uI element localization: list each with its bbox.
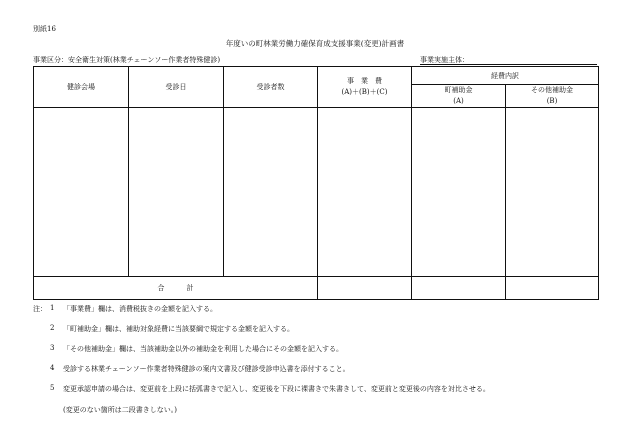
- total-town-subsidy-cell[interactable]: [412, 277, 506, 300]
- note-number: 3: [50, 344, 55, 352]
- note-text: 「その他補助金」欄は、当該補助金以外の補助金を利用した場合にその金額を記入する。: [63, 345, 343, 353]
- count-cell[interactable]: [224, 108, 318, 277]
- note-footnote: (変更のない箇所は二段書きしない。): [63, 406, 177, 414]
- breakdown-header: 経費内訳: [412, 67, 599, 85]
- date-header: 受診日: [129, 67, 224, 108]
- town-subsidy-header: [412, 85, 506, 108]
- table-row: [34, 108, 599, 277]
- project-cost-cell[interactable]: [318, 108, 412, 277]
- note-number: 2: [50, 324, 55, 332]
- total-label-2: 計: [186, 284, 194, 292]
- other-subsidy-mark: (B): [546, 97, 558, 105]
- count-header: 受診者数: [224, 67, 318, 108]
- form-label: 別紙16: [33, 25, 56, 33]
- total-project-cost-cell[interactable]: [318, 277, 412, 300]
- town-subsidy-mark: (A): [453, 97, 464, 105]
- note-number: 5: [50, 384, 55, 392]
- total-label-cell: [34, 277, 318, 300]
- note-number: 1: [50, 304, 55, 312]
- project-cost-header: [318, 67, 412, 108]
- project-cost-title: 事 業 費: [347, 77, 382, 85]
- total-row: [34, 277, 599, 300]
- other-subsidy-cell[interactable]: [506, 108, 599, 277]
- project-category: 事業区分：安全衛生対策(林業チェーンソー作業者特殊健診): [33, 56, 221, 64]
- note-text: 「事業費」欄は、消費税抜きの金額を記入する。: [63, 305, 217, 313]
- implementer-underline: [420, 64, 597, 65]
- project-cost-formula: (A)＋(B)＋(C): [341, 88, 388, 96]
- note-text: 「町補助金」欄は、補助対象経費に当該要綱で規定する金額を記入する。: [63, 325, 294, 333]
- note-text: 受診する林業チェーンソー作業者特殊健診の案内文書及び健診受診申込書を添付すること。: [63, 365, 350, 373]
- note-number: 4: [50, 364, 55, 372]
- other-subsidy-label: その他補助金: [531, 86, 573, 94]
- other-subsidy-header: [506, 85, 599, 108]
- town-subsidy-label: 町補助金: [444, 86, 473, 94]
- total-label-1: 合: [157, 284, 165, 292]
- date-cell[interactable]: [129, 108, 224, 277]
- note-text: 変更承認申請の場合は、変更前を上段に括弧書きで記入し、変更後を下段に裸書きで朱書きして、変更前と変更後の内容を対比させる。: [63, 385, 490, 393]
- venue-cell[interactable]: [34, 108, 129, 277]
- venue-header: 健診会場: [34, 67, 129, 108]
- implementer-label: 事業実施主体：: [420, 56, 469, 64]
- document-title: 年度いの町林業労働力確保育成支援事業(変更)計画書: [225, 39, 405, 48]
- town-subsidy-cell[interactable]: [412, 108, 506, 277]
- plan-table: [33, 66, 599, 300]
- notes-prefix: 注：: [33, 305, 47, 313]
- total-other-subsidy-cell[interactable]: [506, 277, 599, 300]
